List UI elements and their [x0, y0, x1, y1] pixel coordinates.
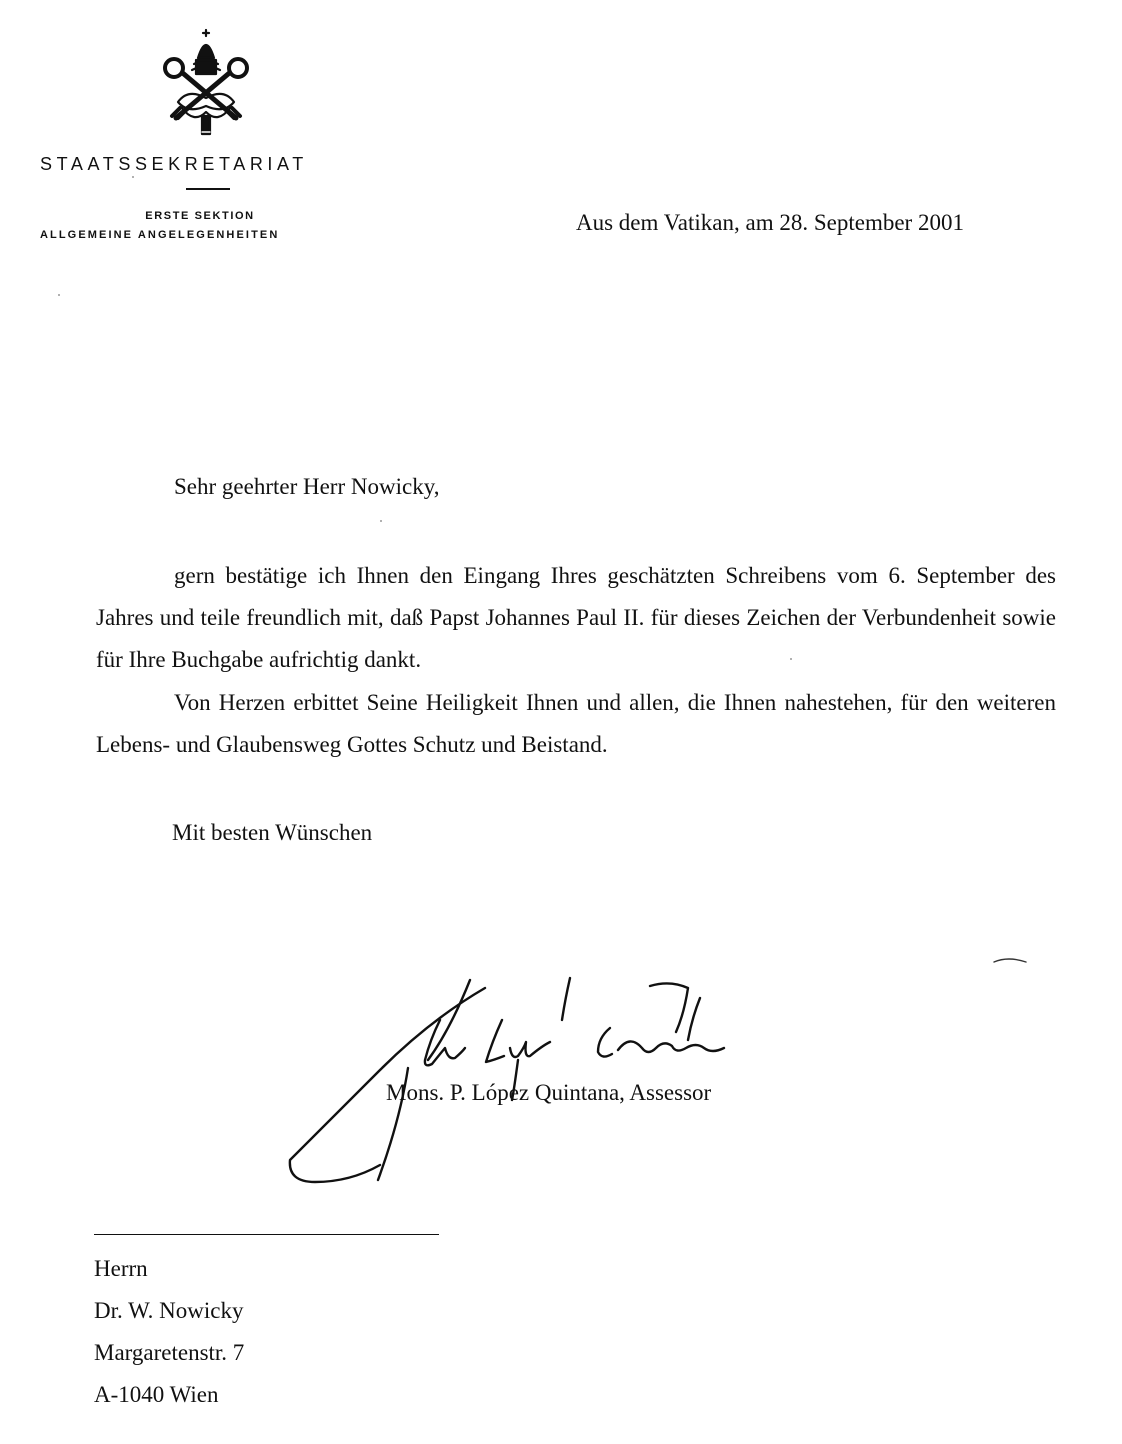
- margin-mark-icon: [990, 950, 1030, 970]
- body-paragraph: gern bestätige ich Ihnen den Eingang Ihres geschätzten Schreibens vom 6. September des Jahres und teile freundlich mit, daß Papst Johannes Paul II. für dieses Zeichen der Verbundenheit sowie für Ihre Buchgabe aufrichtig dankt.: [96, 563, 1056, 672]
- body-paragraph: Von Herzen erbittet Seine Heiligkeit Ihnen und allen, die Ihnen nahestehen, für den weiteren Lebens- und Glaubensweg Gottes Schutz und Beistand.: [96, 690, 1056, 757]
- section-name: ERSTE SEKTION: [145, 210, 255, 222]
- recipient-address: [94, 1248, 244, 1416]
- address-line: Dr. W. Nowicky: [94, 1298, 244, 1323]
- address-line: A-1040 Wien: [94, 1382, 219, 1407]
- signer-name: Mons. P. López Quintana, Assessor: [386, 1080, 712, 1105]
- scan-speck: [790, 658, 792, 660]
- date-line: Aus dem Vatikan, am 28. September 2001: [576, 210, 964, 235]
- papal-coat-of-arms-icon: [158, 28, 254, 140]
- closing-phrase: Mit besten Wünschen: [172, 820, 373, 845]
- address-line: Herrn: [94, 1256, 148, 1281]
- scan-speck: [58, 294, 60, 296]
- department-name: ALLGEMEINE ANGELEGENHEITEN: [40, 229, 280, 241]
- letterhead-divider: [186, 188, 230, 190]
- address-divider: [94, 1234, 439, 1235]
- scan-speck: [380, 520, 382, 522]
- office-name: STAATSSEKRETARIAT: [40, 154, 308, 174]
- salutation: Sehr geehrter Herr Nowicky,: [174, 474, 440, 499]
- address-line: Margaretenstr. 7: [94, 1340, 245, 1365]
- scan-speck: [132, 176, 134, 178]
